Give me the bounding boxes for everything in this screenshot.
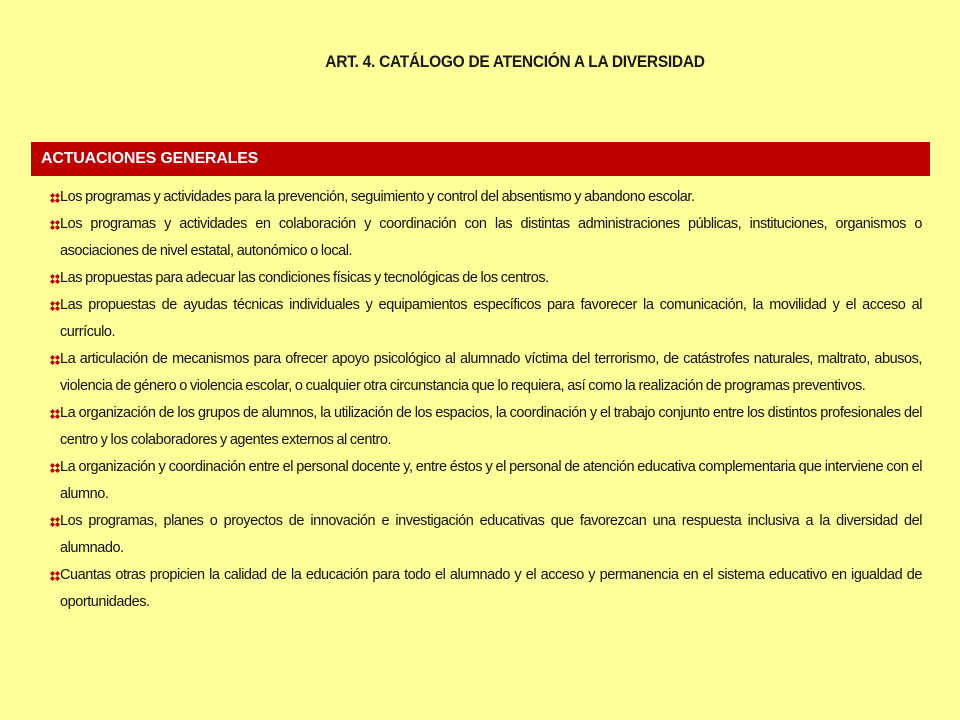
list-item: [50, 454, 922, 508]
list-item: [50, 508, 922, 562]
list-item: [50, 184, 922, 211]
slide-title: ART. 4. CATÁLOGO DE ATENCIÓN A LA DIVERSIDAD: [325, 53, 705, 71]
diamond-bullet-icon: [50, 571, 60, 581]
list-item: [50, 265, 922, 292]
diamond-bullet-icon: [50, 463, 60, 473]
diamond-bullet-icon: [50, 517, 60, 527]
list-item-text: Cuantas otras propicien la calidad de la educación para todo el alumnado y el acceso y permanencia en el sistema educativo en igualdad de oportunidades.: [60, 567, 922, 610]
list-item-text: Los programas, planes o proyectos de innovación e investigación educativas que favorezcan una respuesta inclusiva a la diversidad del alumnado.: [60, 513, 922, 556]
list-item-text: Los programas y actividades para la prevención, seguimiento y control del absentismo y abandono escolar.: [60, 189, 695, 205]
bullet-list: [50, 184, 922, 616]
list-item-text: Los programas y actividades en colaboración y coordinación con las distintas administraciones públicas, instituciones, organismos o asociaciones de nivel estatal, autonómico o local.: [60, 216, 922, 259]
diamond-bullet-icon: [50, 409, 60, 419]
list-item: [50, 292, 922, 346]
list-item-text: Las propuestas para adecuar las condiciones físicas y tecnológicas de los centros.: [60, 270, 549, 286]
list-item-text: La organización de los grupos de alumnos, la utilización de los espacios, la coordinación y el trabajo conjunto entre los distintos profesionales del centro y los colaboradores y agentes externos al centro.: [60, 405, 922, 448]
list-item: [50, 211, 922, 265]
diamond-bullet-icon: [50, 274, 60, 284]
list-item-text: La articulación de mecanismos para ofrecer apoyo psicológico al alumnado víctima del terrorismo, de catástrofes naturales, maltrato, abusos, violencia de género o violencia escolar, o cualquier otra circunstancia que lo requiera, así como la realización de programas preventivos.: [60, 351, 922, 394]
diamond-bullet-icon: [50, 220, 60, 230]
section-header-label: ACTUACIONES GENERALES: [41, 150, 259, 167]
section-header: [31, 142, 930, 176]
diamond-bullet-icon: [50, 193, 60, 203]
diamond-bullet-icon: [50, 355, 60, 365]
list-item-text: Las propuestas de ayudas técnicas individuales y equipamientos específicos para favorecer la comunicación, la movilidad y el acceso al currículo.: [60, 297, 922, 340]
list-item: [50, 562, 922, 616]
diamond-bullet-icon: [50, 301, 60, 311]
list-item-text: La organización y coordinación entre el personal docente y, entre éstos y el personal de atención educativa complementaria que interviene con el alumno.: [60, 459, 922, 502]
list-item: [50, 346, 922, 400]
list-item: [50, 400, 922, 454]
